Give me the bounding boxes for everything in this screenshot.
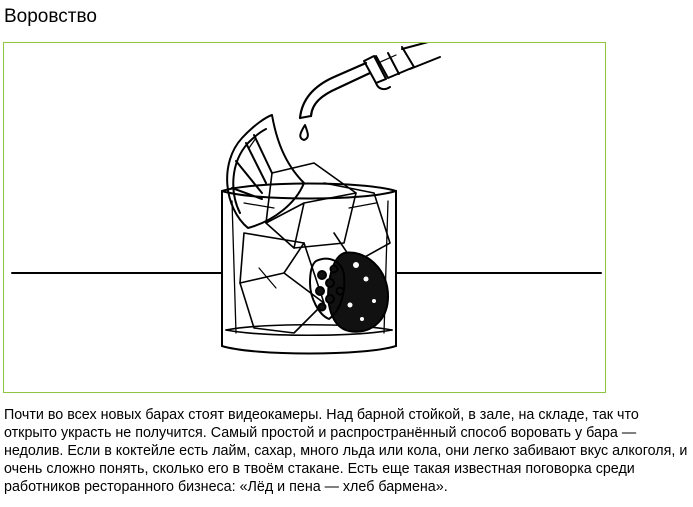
lime-wedge [227, 115, 304, 228]
article-title: Воровство [4, 6, 97, 27]
pourer-spout [300, 43, 440, 118]
blackberries [310, 252, 388, 331]
drop [300, 125, 308, 140]
illustration-frame [3, 42, 606, 393]
article-paragraph: Почти во всех новых барах стоят видеокамеры. Над барной стойкой, в зале, на складе, так что открыто украсть не получится. Самый простой и распространённый способ воровать у бара — недолив. Если в коктейле есть лайм, сахар, много льда или кола, они легко забивают вкус алкоголя, и очень сложно понять, сколько его в твоём стакане. Есть еще такая известная поговорка среди работников ресторанного бизнеса: «Лёд и пена — хлеб бармена». [4, 407, 688, 495]
glass-illustration [4, 43, 607, 394]
